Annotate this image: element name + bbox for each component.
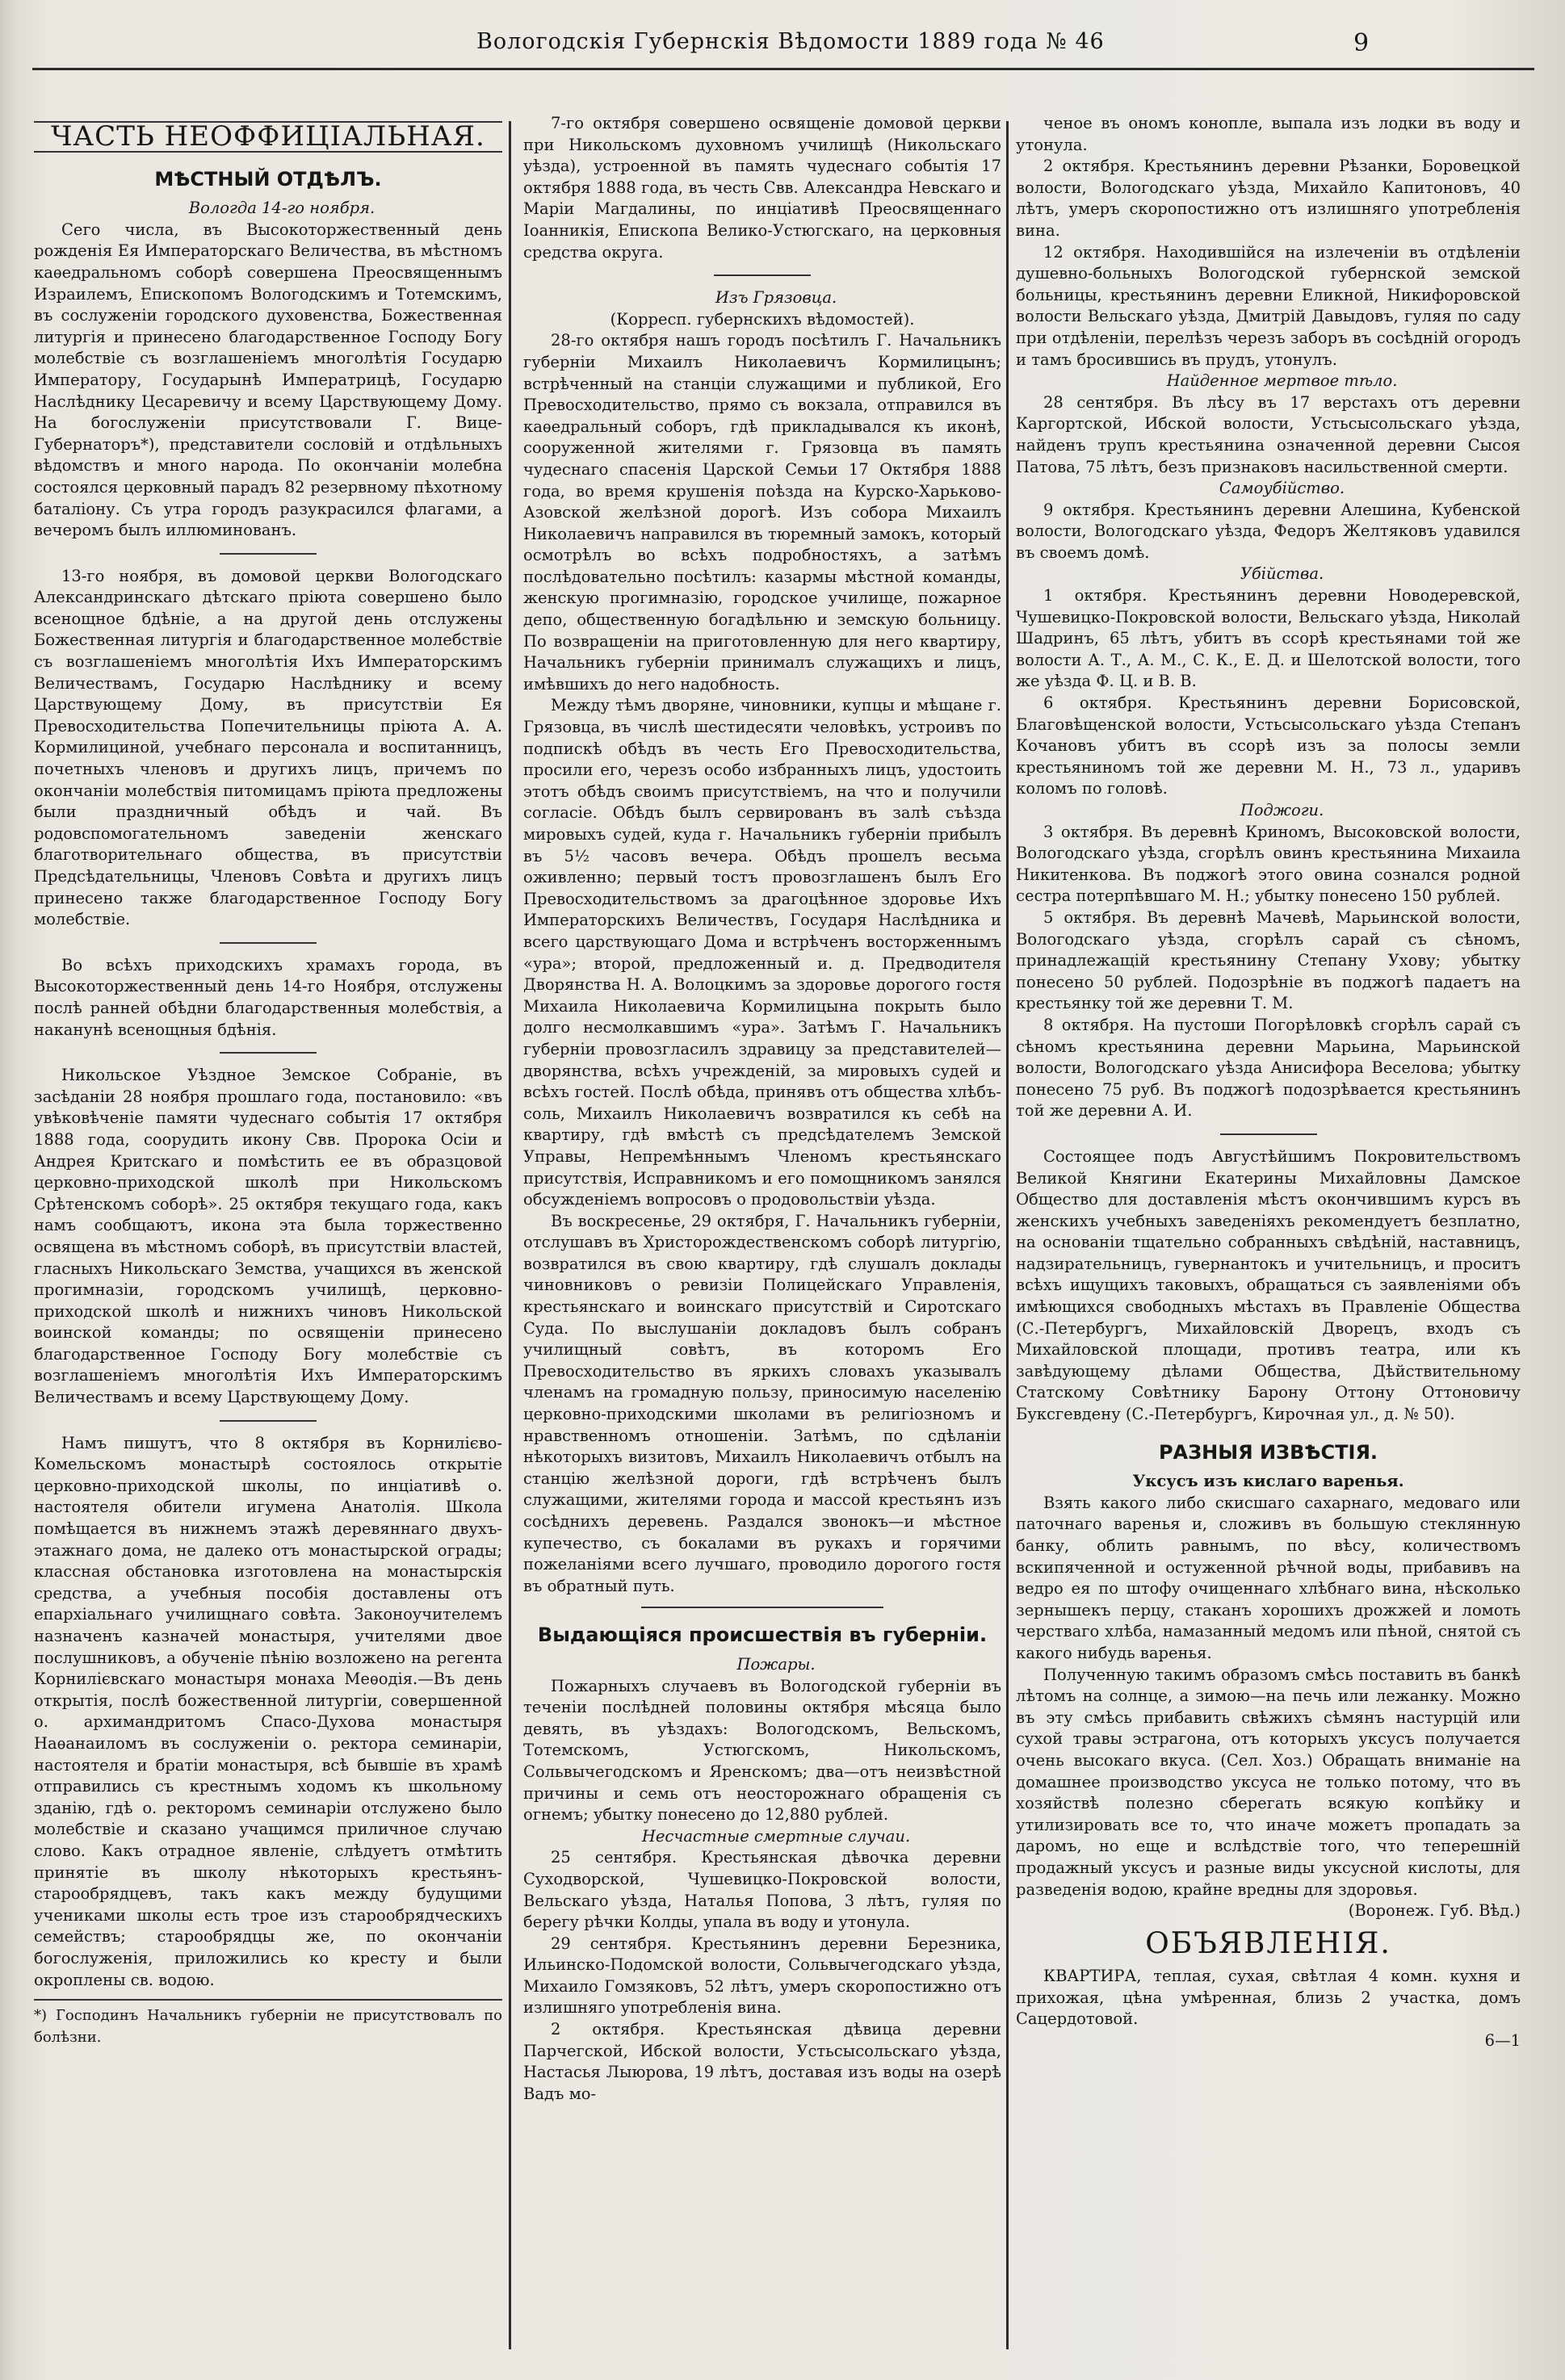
paragraph: Во всѣхъ приходскихъ храмахъ города, въ Высокоторжественный день 14-го Ноября, отслужены послѣ ранней обѣдни благодарственныя молебствія, а наканунѣ всенощныя бдѣнія. <box>34 955 502 1039</box>
paragraph: Намъ пишутъ, что 8 октября въ Корнилієво-Комельскомъ монастырѣ состоялось открытіе церковно-приходской школы, по инціативѣ о. настоятеля обители игумена Анатолія. Школа помѣщается въ нижнемъ этажѣ деревяннаго двухъ-этажнаго дома, не далеко отъ монастырской ограды; классная обстановка изготовлена на монастырскія средства, а учебныя пособія доставлены отъ епархіальнаго училищнаго совѣта. Законоучителемъ назначенъ казначей монастыря, учителями двое послушниковъ, а обученіе пѣнію возложено на регента Корнилієвскаго монастыря монаха Меѳодія.—Въ день открытія, послѣ божественной литургіи, совершенной о. архимандритомъ Спасо-Духова монастыря Наѳанаиломъ въ сослуженіи о. ректора семинаріи, настоятеля и братіи монастыря, всѣ бывшіе въ храмѣ отправились съ крестнымъ ходомъ къ школьному зданію, гдѣ о. ректоромъ семинаріи отслужено было молебствіе и сказано учащимся приличное случаю слово. Какъ отрадное явленіе, слѣдуетъ отмѣтить принятіе въ школу нѣкоторыхъ крестьянъ-старообрядцевъ, такъ какъ между будущими учениками школы есть трое изъ старообрядческихъ семействъ; старообрядцы же, по окончаніи богослуженія, приложились ко кресту и были окроплены св. водою. <box>34 1433 502 1989</box>
ad-number: 6—1 <box>1484 2031 1521 2051</box>
paragraph: 3 октября. Въ деревнѣ Криномъ, Высоковской волости, Вологодскаго уѣзда, сгорѣлъ овинъ крестьянина Михаила Никитенкова. Въ поджогѣ этого овина сознался родной сестра потерпѣвшаго М. Н.; убытку понесено 150 рублей. <box>1016 822 1521 906</box>
paragraph: 1 октября. Крестьянинъ деревни Новодеревской, Чушевицко-Покровской волости, Вельскаго уѣзда, Николай Шадринъ, 65 лѣтъ, убитъ въ ссорѣ крестьянами той же волости А. Т., А. М., С. К., Е. Д. и Шелотской волости, того же уѣзда Ф. Ц. и В. В. <box>1016 586 1521 691</box>
paragraph: 2 октября. Крестьянинъ деревни Рѣзанки, Боровецкой волости, Вологодскаго уѣзда, Михайло Капитоновъ, 40 лѣтъ, умеръ скоропостижно отъ излишняго употребленія вина. <box>1016 157 1521 240</box>
separator <box>220 1052 317 1054</box>
paragraph: 28 сентября. Въ лѣсу въ 17 верстахъ отъ деревни Каргортской, Ибской волости, Устьсысольскаго уѣзда, найденъ трупъ крестьянина означенной деревни Сысоя Патова, 75 лѣтъ, безъ признаковъ насильственной смерти. <box>1016 392 1521 476</box>
paragraph: Въ воскресенье, 29 октября, Г. Начальникъ губерніи, отслушавъ въ Христорождественскомъ соборѣ литургію, возвратился въ свою квартиру, гдѣ слушалъ доклады чиновниковъ о ревизіи Полицейскаго Управленія, крестьянскаго и воинскаго присутствій и Сиротскаго Суда. По выслушаніи докладовъ былъ собранъ училищный совѣтъ, въ которомъ Его Превосходительство въ яркихъ словахъ указывалъ членамъ на громадную пользу, приносимую населенію церковно-приходскими школами въ религіозномъ и нравственномъ отношеніи. Затѣмъ, по сдѣланіи нѣкоторыхъ визитовъ, Михаилъ Николаевичъ отбылъ на станцію желѣзной дороги, гдѣ встрѣченъ былъ служащими, жителями города и массой крестьянъ изъ сосѣднихъ деревень. Раздался звонокъ—и мѣстное купечество, съ бокалами въ рукахъ и горячими пожеланіями всего лучшаго, проводило дорогого гостя въ обратный путь. <box>523 1211 1001 1595</box>
deaths-heading: Несчастные смертные случаи. <box>641 1826 911 1846</box>
page-number: 9 <box>1353 29 1370 57</box>
paragraph: 25 сентября. Крестьянская дѣвочка деревни Суходворской, Чушевицко-Покровской волости, Вельскаго уѣзда, Наталья Попова, 3 лѣтъ, гуляя по берегу рѣчки Колды, упала въ воду и утонула. <box>523 1848 1001 1932</box>
paragraph: 12 октября. Находившійся на излеченіи въ отдѣленіи душевно-больныхъ Вологодской губернской земской больницы, крестьянинъ деревни Еликной, Никифоровской волости Вельскаго уѣзда, Дмитрій Давыдовъ, гуляя по саду при отдѣленіи, перелѣзъ черезъ заборъ въ сосѣдній огородъ и тамъ бросившись въ прудъ, утонулъ. <box>1016 242 1521 369</box>
paragraph: Пожарныхъ случаевъ въ Вологодской губерніи въ теченіи послѣдней половины октября мѣсяца было девять, въ уѣздахъ: Вологодскомъ, Вельскомъ, Тотемскомъ, Устюгскомъ, Никольскомъ, Сольвычегодскомъ и Яренскомъ; два—отъ неизвѣстной причины и семь отъ неосторожнаго обращенія съ огнемъ; убытку понесено до 12,880 рублей. <box>523 1676 1001 1825</box>
paragraph: Никольское Уѣздное Земское Собраніе, въ засѣданіи 28 ноября прошлаго года, постановило: «въ увѣковѣченіе памяти чудеснаго событія 17 октября 1888 года, соорудить икону Свв. Пророка Осіи и Андрея Критскаго и помѣстить ее въ образцовой церковно-приходской школѣ при Никольскомъ Срѣтенскомъ соборѣ». 25 октября текущаго года, какъ намъ сообщаютъ, икона эта была торжественно освящена въ мѣстномъ соборѣ, въ присутствіи властей, гласныхъ Никольскаго Земства, учащихся въ женской прогимназіи, городскомъ училищѣ, церковно-приходской школѣ и нижнихъ чиновъ Никольской воинской команды; по освященіи принесено благодарственное Господу Богу молебствіе съ возглашеніемъ многолѣтія Ихъ Императорскимъ Величествамъ и всему Царствующему Дому. <box>34 1066 502 1407</box>
paragraph: Между тѣмъ дворяне, чиновники, купцы и мѣщане г. Грязовца, въ числѣ шестидесяти человѣкъ, устроивъ по подпискѣ обѣдъ въ честь Его Превосходительства, просили его, черезъ особо избранныхъ лицъ, удостоить этотъ обѣдъ своимъ присутствіемъ, на что и получили согласіе. Обѣдъ былъ сервированъ въ залѣ съѣзда мировыхъ судей, куда г. Начальникъ губерніи прибылъ въ 5½ часовъ вечера. Обѣдъ прошелъ весьма оживленно; первый тостъ провозглашенъ былъ Его Превосходительствомъ за драгоцѣнное здоровье Ихъ Императорскихъ Величествъ, Государя Наслѣдника и всего царствующаго Дома и встрѣченъ восторженнымъ «ура»; второй, предложенный и. д. Предводителя Дворянства Н. А. Волоцкимъ за здоровье дорогого гостя Михаила Николаевича Кормилицына покрыть было долго несмолкавшимъ «ура». Затѣмъ Г. Начальникъ губерніи провозгласилъ здравицу за представителей—дворянства, всѣхъ учрежденій, за мировыхъ судей и всѣхъ гостей. Послѣ обѣда, принявъ отъ общества хлѣбъ-соль, Михаилъ Николаевичъ возвратился къ себѣ на квартиру, гдѣ вмѣстѣ съ предсѣдателемъ Земской Управы, Непремѣннымъ Членомъ крестьянскаго присутствія, Исправникомъ и его помощникомъ занялся обсужденіемъ вопросовъ о продовольствіи уѣзда. <box>523 696 1001 1209</box>
paragraph: 7-го октября совершено освященіе домовой церкви при Никольскомъ духовномъ училищѣ (Никольскаго уѣзда), устроенной въ память чудеснаго событія 17 октября 1888 года, въ честь Свв. Александра Невскаго и Маріи Магдалины, по инціативѣ Преосвященнаго Іоанникія, Епископа Велико-Устюгскаго, на церковныя средства округа. <box>523 114 1001 262</box>
page-header <box>0 24 1565 60</box>
paragraph: 2 октября. Крестьянская дѣвица деревни Парчегской, Ибской волости, Устьсысольскаго уѣзда, Настасья Лыюрова, 19 лѣтъ, доставая изъ воды на озерѣ Вадъ мо- <box>523 2020 1001 2103</box>
separator <box>220 553 317 555</box>
vinegar-heading: Уксусъ изъ кислаго варенья. <box>1132 1472 1404 1491</box>
misc-news-heading: РАЗНЫЯ ИЗВѢСТІЯ. <box>1158 1440 1378 1464</box>
footnote: *) Господинъ Начальникъ губерніи не присутствовалъ по болѣзни. <box>34 1999 502 2048</box>
from-heading: Изъ Грязовца. <box>715 288 837 308</box>
paragraph: 6 октября. Крестьянинъ деревни Борисовской, Благовѣщенской волости, Устьсысольскаго уѣзда Степанъ Кочановъ убитъ въ ссорѣ изъ за полосы земли крестьяниномъ той же деревни М. Н., 73 л., ударивъ коломъ по головѣ. <box>1016 693 1521 798</box>
paragraph: 28-го октября нашъ городъ посѣтилъ Г. Начальникъ губерніи Михаилъ Николаевичъ Кормилицынъ; встрѣченный на станціи служащими и публикой, Его Превосходительство, прямо съ вокзала, отправился въ каѳедральный соборъ, гдѣ прикладывался къ иконѣ, сооруженной жителями г. Грязовца въ память чудеснаго спасенія Царской Семьи 17 Октября 1888 года, во время крушенія поѣзда на Курско-Харьково-Азовской желѣзной дорогѣ. Изъ собора Михаилъ Николаевичъ направился въ тюремный замокъ, который осмотрѣлъ во всѣхъ подробностяхъ, а затѣмъ послѣдовательно посѣтилъ: казармы мѣстной команды, женскую прогимназію, городское училище, пожарное депо, общественную богадѣльню и земскую больницу. По возвращеніи на приготовленную для него квартиру, Начальникъ губерніи принималъ служащихъ и лицъ, имѣвшихъ до него надобность. <box>523 331 1001 693</box>
incidents-heading: Выдающіяся происшествія въ губерніи. <box>537 1624 988 1647</box>
ads-heading: ОБЪЯВЛЕНІЯ. <box>1145 1926 1391 1960</box>
column-3 <box>1016 113 1521 2052</box>
paragraph: 13-го ноября, въ домовой церкви Вологодскаго Александринскаго дѣтскаго пріюта совершено было всенощное бдѣніе, а на другой день отслужены Божественная литургія и благодарственное молебствіе съ возглашеніемъ многолѣтія Ихъ Императорскимъ Величествамъ, Государю Наслѣднику и всему Царствующему Дому, въ присутствіи Ея Превосходительства Попечительницы пріюта А. А. Кормилициной, учебнаго персонала и воспитанницъ, почетныхъ членовъ и другихъ лицъ, причемъ по окончаніи молебствія питомицамъ пріюта предложены были праздничный обѣдъ и чай. Въ родовспомогательномъ заведеніи женскаго благотворительнаго общества, въ присутствіи Предсѣдательницы, Членовъ Совѣта и другихъ лицъ принесено также благодарственное Господу Богу молебствіе. <box>34 566 502 929</box>
paragraph: Взять какого либо скисшаго сахарнаго, медоваго или паточнаго варенья и, сложивъ въ большую стеклянную банку, облить равнымъ, по вѣсу, количествомъ вскипяченной и остуженной рѣчной воды, прибавивъ на ведро ея по штофу очищеннаго хлѣбнаго вина, нѣсколько зернышекъ перцу, стаканъ хорошихъ дрожжей и ломоть черстваго хлѣба, намазанный медомъ или пѣной, снятой съ какого нибудь варенья. <box>1016 1493 1521 1662</box>
arson-heading: Поджоги. <box>1240 801 1324 819</box>
advertisement: КВАРТИРА, теплая, сухая, свѣтлая 4 комн. кухня и прихожая, цѣна умѣренная, близь 2 участка, домъ Сацердотовой. <box>1016 1967 1521 2029</box>
paragraph: ченое въ ономъ конопле, выпала изъ лодки въ воду и утонула. <box>1016 114 1521 154</box>
separator <box>1220 1133 1317 1135</box>
column-1 <box>34 113 502 2048</box>
column-rule-2 <box>1006 121 1009 2349</box>
murders-heading: Убійства. <box>1240 564 1324 584</box>
separator <box>714 274 811 276</box>
column-2 <box>523 113 1001 2105</box>
newspaper-title: Вологодскія Губернскія Вѣдомости 1889 года № 46 <box>476 29 1105 54</box>
separator <box>641 1607 883 1608</box>
paragraph: 8 октября. На пустоши Погорѣловкѣ сгорѣлъ сарай съ сѣномъ крестьянина деревни Марьина, Марьинской волости, Вологодскаго уѣзда Анисифора Веселова; убытку понесено 75 руб. Въ поджогѣ подозрѣвается крестьянинъ той же деревни А. И. <box>1016 1015 1521 1121</box>
dateline: Вологда 14-го ноября. <box>188 199 376 218</box>
column-rule-1 <box>509 121 511 2349</box>
found-body-heading: Найденное мертвое тѣло. <box>1166 371 1398 391</box>
paragraph: Сего числа, въ Высокоторжественный день рожденія Ея Императорскаго Величества, въ мѣстномъ каѳедральномъ соборѣ совершена Преосвященнымъ Израилемъ, Епископомъ Вологодскимъ и Тотемскимъ, въ сослуженіи городского духовенства, Божественная литургія и принесено благодарственное Господу Богу молебствіе съ возглашеніемъ многолѣтія Государю Императору, Государынѣ Императрицѣ, Государю Наслѣднику Цесаревичу и всему Царствующему Дому. На богослуженіи присутствовали Г. Вице-Губернаторъ*), представители сословій и отдѣльныхъ вѣдомствъ и много народа. По окончаніи молебна состоялся церковный парадъ 82 резервному пѣхотному баталіону. Съ утра городъ разукрасился флагами, а вечеромъ былъ иллюминованъ. <box>34 220 502 540</box>
paragraph: 29 сентября. Крестьянинъ деревни Березника, Ильинско-Подомской волости, Сольвычегодскаго уѣзда, Михаило Гомзяковъ, 52 лѣтъ, умеръ скоропостижно отъ излишняго употребленія вина. <box>523 1934 1001 2018</box>
paragraph: 5 октября. Въ деревнѣ Мачевѣ, Марьинской волости, Вологодскаго уѣзда, сгорѣлъ сарай съ сѣномъ, принадлежащій крестьянину Степану Уховy; убытку понесено 50 рублей. Подозрѣніе въ поджогѣ падаетъ на крестьянку той же деревни Т. М. <box>1016 907 1521 1013</box>
paragraph: Полученную такимъ образомъ смѣсь поставить въ банкѣ лѣтомъ на солнце, а зимою—на печь или лежанку. Можно въ эту смѣсь прибавить свѣжихъ сѣмянъ настурцій или сухой травы эстрагона, отъ которыхъ уксусъ получается очень высокаго вкуса. (Сел. Хоз.) Обращать вниманіе на домашнее производство уксуса не только потому, что въ хозяйствѣ полезно сберегать всякую копѣйку и утилизировать все то, что иначе можетъ пропадать за даромъ, но еще и вслѣдствіе того, что теперешній продажный уксусъ и разные виды уксусной кислоты, для разведенія водою, крайне вредны для здоровья. <box>1016 1665 1521 1899</box>
paragraph: Состоящее подъ Августѣйшимъ Покровительствомъ Великой Княгини Екатерины Михайловны Дамское Общество для доставленія мѣстъ окончившимъ курсъ въ женскихъ учебныхъ заведеніяхъ рекомендуетъ безплатно, на основаніи тщательно собранныхъ свѣдѣній, наставницъ, надзирательницъ, гувернантокъ и учительницъ, и проситъ всѣхъ ищущихъ таковыхъ, обращаться съ заявленіями объ имѣющихся свободныхъ мѣстахъ въ Правленіе Общества (С.-Петербургъ, Михайловскій Дворецъ, входъ съ Михайловской площади, противъ театра, или къ завѣдующему дѣлами Общества, Дѣйствительному Статскому Совѣтнику Барону Оттону Оттоновичу Буксгевдену (С.-Петербургъ, Кирочная ул., д. № 50). <box>1016 1146 1521 1424</box>
separator <box>220 942 317 944</box>
header-rule <box>32 68 1534 70</box>
suicide-heading: Самоубійство. <box>1219 479 1345 498</box>
correspondence-note: (Корресп. губернскихъ вѣдомостей). <box>610 309 915 329</box>
section-title: ЧАСТЬ НЕОФФИЦІАЛЬНАЯ. <box>34 121 502 153</box>
paragraph: 9 октября. Крестьянинъ деревни Алешина, Кубенской волости, Вологодскаго уѣзда, Федоръ Желтяковъ удавился въ своемъ домѣ. <box>1016 500 1521 562</box>
fires-heading: Пожары. <box>736 1654 816 1674</box>
separator <box>220 1420 317 1422</box>
local-dept-heading: МѢСТНЫЙ ОТДѢЛЪ. <box>154 167 382 191</box>
source-citation: (Воронеж. Губ. Вѣд.) <box>1348 1901 1521 1921</box>
